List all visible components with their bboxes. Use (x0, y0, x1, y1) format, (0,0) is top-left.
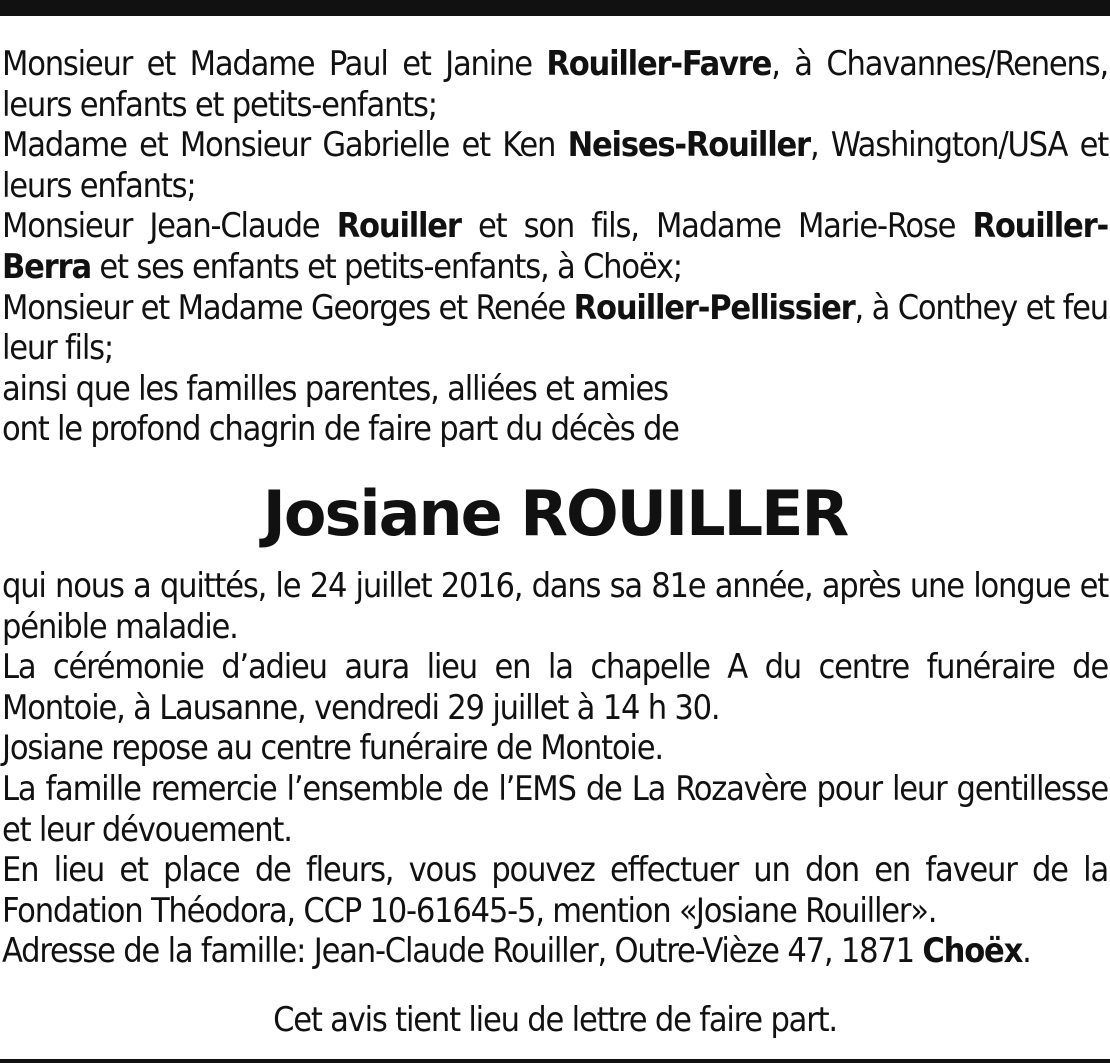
address-locality: Choëx (922, 931, 1023, 972)
thanks-paragraph: La famille remercie l’ensemble de l’EMS de La Rozavère pour leur gentillesse et leur dévouement. (2, 768, 1108, 850)
family-line-neises-rouiller: Madame et Monsieur Gabrielle et Ken Neises-Rouiller, Washington/USA et leurs enfants; (2, 125, 1108, 206)
family-address-paragraph: Adresse de la famille: Jean-Claude Rouiller, Outre-Vièze 47, 1871 Choëx. (2, 931, 1031, 972)
family-name: Rouiller-Favre (546, 44, 772, 84)
family-name: Rouiller (336, 206, 461, 247)
family-line-rouiller-berra: Monsieur Jean-Claude Rouiller et son fils, Madame Marie-Rose Rouiller-Berra et ses enfants et petits-enfants, à Choëx; (2, 206, 1108, 287)
donation-paragraph: En lieu et place de fleurs, vous pouvez effectuer un don en faveur de la Fondation Théodora, CCP 10-61645-5, mention «Josiane Rouiller». (2, 850, 1108, 931)
top-border-rule (0, 0, 1110, 16)
family-name: Rouiller-Pellissier (573, 287, 855, 328)
announcement-line: ont le profond chagrin de faire part du décès de (2, 409, 679, 450)
family-name: Neises-Rouiller (567, 125, 810, 166)
family-name: Rouiller-Berra (2, 206, 1108, 287)
family-announcement (2, 44, 1108, 450)
ceremony-paragraph: La cérémonie d’adieu aura lieu en la chapelle A du centre funéraire de Montoie, à Lausanne, vendredi 29 juillet à 14 h 30. (2, 647, 1108, 728)
relatives-line: ainsi que les familles parentes, alliées et amies (2, 368, 668, 409)
obituary-details (2, 566, 1108, 972)
bottom-border-rule (0, 1059, 1110, 1063)
family-line-rouiller-pellissier: Monsieur et Madame Georges et Renée Rouiller-Pellissier, à Conthey et feu leur fils; (2, 287, 1108, 369)
repose-paragraph: Josiane repose au centre funéraire de Montoie. (2, 728, 663, 769)
deceased-name: Josiane ROUILLER (262, 477, 848, 550)
closing-note: Cet avis tient lieu de lettre de faire part. (273, 1000, 837, 1040)
passing-paragraph: qui nous a quittés, le 24 juillet 2016, dans sa 81e année, après une longue et pénible maladie. (2, 566, 1108, 647)
family-line-rouiller-favre: Monsieur et Madame Paul et Janine Rouiller-Favre, à Chavannes/Renens, leurs enfants et petits-enfants; (2, 44, 1108, 125)
